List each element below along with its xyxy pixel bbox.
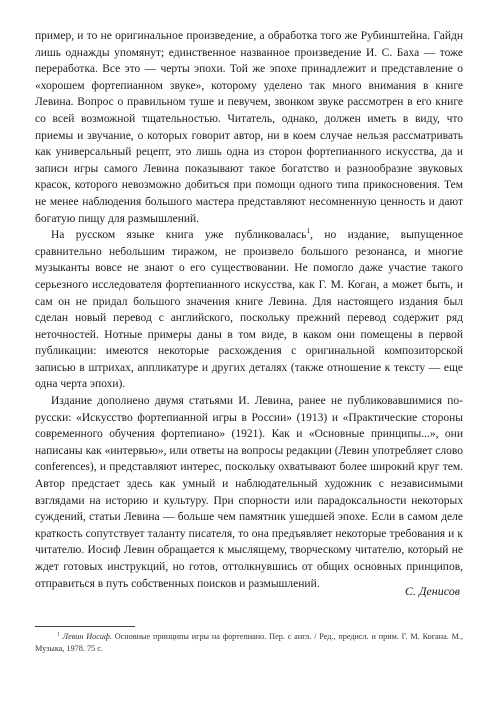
footnote [35,631,463,654]
footnote-reference[interactable]: 1 [306,226,311,236]
paragraph-3: Издание дополнено двумя статьями И. Левина, ранее не публиковавшимися по-русски: «Искусство фортепианной игры в России» (1913) и «Практические стороны современного обучения фортепиано» (1921). Как и «Основные принципы...», они написаны как «интервью», или ответы на вопросы редакции (Левин употребляет слово conferences), и представляют интерес, поскольку охватывают более широкий круг тем. Автор предстает здесь как умный и наблюдательный художник с независимыми взглядами на историю и культуру. При спорности или парадоксальности некоторых суждений, статьи Левина — больше чем памятник ушедшей эпохе. Если в самом деле краткость сопутствует таланту писателя, то она предъявляет некоторые требования и к читателю. Иосиф Левин обращается к мыслящему, творческому читателю, который не ждет готовых инструкций, но готов, оттолкнувшись от общих основных принципов, отправиться в путь собственных поисков и размышлений. [35,395,463,590]
footnote-marker: 1 [57,631,60,638]
footnote-text: Основные принципы игры на фортепиано. Пер. с англ. / Ред., предисл. и прим. Г. М. Когана. М., Музыка, 1978. 75 с. [35,632,463,653]
main-text [35,28,463,592]
footnote-divider [35,626,135,627]
paragraph-2 [35,227,463,393]
paragraph-1: пример, и то не оригинальное произведение, а обработка того же Рубинштейна. Гайдн лишь однажды упомянут; единственное названное произведение И. С. Баха — тоже переработка. Все это — черты эпохи. Той же эпохе принадлежит и представление о «хорошем фортепианном звуке», которому уделено так много внимания в книге Левина. Вопрос о правильном туше и певучем, звонком звуке рассмотрен в его книге со всей возможной тщательностью. Читатель, однако, должен иметь в виду, что приемы и звучание, о которых говорит автор, ни в коем случае нельзя рассматривать как универсальный рецепт, это лишь одна из сторон фортепианного искусства, да и записи игры самого Левина показывают такое богатство и разнообразие звуковых красок, которого невозможно добиться при помощи одного типа прикосновения. Тем не менее наблюдения большого мастера представляют несомненную ценность и дают богатую пищу для размышлений. [35,30,463,225]
footnote-author: Левин Иосиф. [62,632,112,641]
paragraph-2-start: На русском языке книга уже публиковалась [51,229,307,242]
paragraph-2-rest: , но издание, выпущенное сравнительно небольшим тиражом, не произвело большого резонанса, и многие музыканты вовсе не знают о его существовании. Не помогло даже участие такого серьезного исследователя фортепианного искусства, как Г. М. Коган, а может быть, и сам он не придал большого значения книге Левина. Для настоящего издания был сделан новый перевод с английского, поскольку прежний перевод содержит ряд неточностей. Нотные примеры даны в том виде, в каком они помещены в первой публикации: имеются некоторые расхождения с оригинальной композиторской записью в штрихах, аппликатуре и других деталях (также отношение к тексту — еще одна черта эпохи). [35,229,463,391]
author-signature: С. Денисов [404,584,460,598]
